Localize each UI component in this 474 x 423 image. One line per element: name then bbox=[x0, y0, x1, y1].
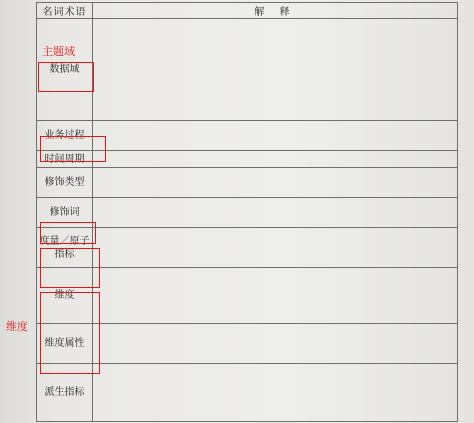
term-modifier-type: 修饰类型 bbox=[37, 168, 93, 198]
term-atomic-metric: 度量／原子指标 bbox=[37, 228, 93, 268]
table-row bbox=[37, 168, 458, 198]
definition-atomic-metric bbox=[93, 228, 458, 268]
definition-modifier-type bbox=[93, 168, 458, 198]
definition-business-process bbox=[93, 121, 458, 151]
term-dimension-attribute: 维度属性 bbox=[37, 324, 93, 364]
term-business-process: 业务过程 bbox=[37, 121, 93, 151]
highlight-box-business-process bbox=[40, 136, 106, 162]
term-derived-metric: 派生指标 bbox=[37, 364, 93, 422]
annotation-topic-domain: 主题域 bbox=[42, 45, 75, 58]
table-row bbox=[37, 19, 458, 121]
highlight-box-data-domain bbox=[38, 62, 94, 92]
term-dimension: 维度 bbox=[37, 268, 93, 324]
annotation-dimension: 维度 bbox=[6, 320, 28, 333]
definition-derived-metric bbox=[93, 364, 458, 422]
table-row bbox=[37, 198, 458, 228]
header-term: 名词术语 bbox=[37, 3, 93, 19]
definition-dimension-attribute bbox=[93, 324, 458, 364]
definition-dimension bbox=[93, 268, 458, 324]
definition-modifier bbox=[93, 198, 458, 228]
highlight-box-atomic-metric bbox=[40, 248, 100, 288]
definition-data-domain bbox=[93, 19, 458, 121]
term-time-period: 时间周期 bbox=[37, 151, 93, 168]
highlight-box-dimension bbox=[40, 292, 100, 374]
table-header-row bbox=[37, 3, 458, 19]
definition-time-period bbox=[93, 151, 458, 168]
header-definition: 解 释 bbox=[93, 3, 458, 19]
highlight-box-modifier bbox=[40, 222, 96, 244]
term-modifier: 修饰词 bbox=[37, 198, 93, 228]
term-data-domain: 数据域 bbox=[37, 19, 93, 121]
